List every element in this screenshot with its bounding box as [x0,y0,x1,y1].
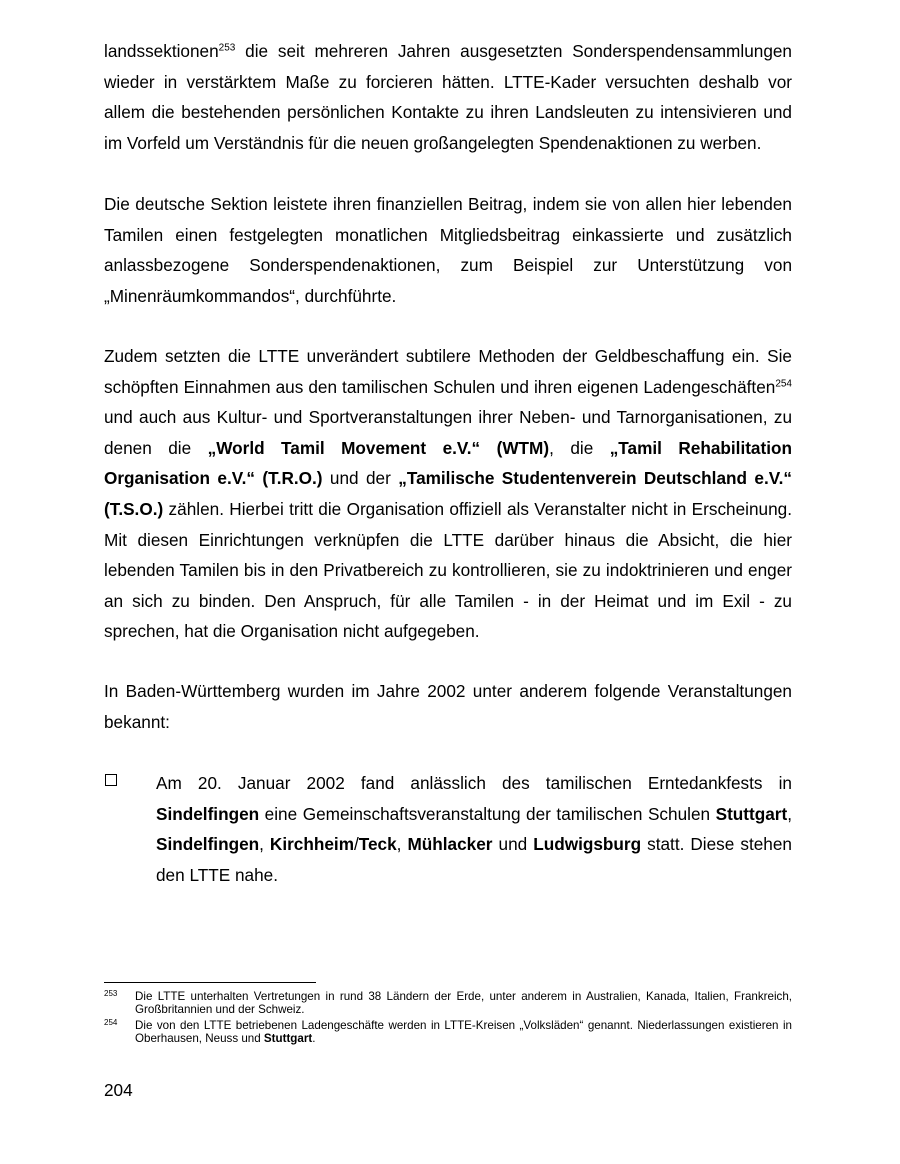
text-run: statt. Diese stehen den LTTE nahe. [156,834,792,885]
org-name-wtm: „World Tamil Movement e.V.“ (WTM) [207,437,550,458]
footnote-number: 254 [104,1018,118,1027]
org-name-tro: „Tamil Rehabilitation Organisation e.V.“ (T.R.O.) [104,437,792,489]
text-run: , [787,803,792,824]
city-name: Stuttgart [715,803,788,824]
text-run: Die von den LTTE betriebenen Ladengeschäfte werden in LTTE-Kreisen „Volksläden“ genannt. Niederlassungen existieren in Oberhausen, Neuss und [135,1019,792,1046]
text-run: Am 20. Januar 2002 fand anlässlich des tamilischen Erntedankfests in [156,773,792,793]
page-number: 204 [104,1080,133,1100]
text-run: landssektionen [104,41,219,61]
text-run: und der [322,468,399,489]
text-run: . [312,1032,316,1046]
text-run: und auch aus Kultur- und Sportveranstaltungen ihrer Neben- und Tarnorganisationen, zu denen die [104,407,792,458]
text-run: / [353,834,359,855]
city-name: Mühlacker [407,834,493,855]
footnote-divider [104,982,316,983]
city-name: Stuttgart [263,1032,313,1046]
list-item-text [156,768,792,890]
text-run: zählen. Hierbei tritt die Organisation offiziell als Veranstalter nicht in Erscheinung. Mit diesen Einrichtungen verknüpfen die LTTE darüber hinaus die Absicht, die hier lebenden Tamilen bis in den Privatbereich zu kontrollieren, sie zu indoktrinieren und enger an sich zu binden. Den Anspruch, für alle Tamilen - in der Heimat und im Exil - zu sprechen, hat die Organisation nicht aufgegeben. [104,498,792,642]
text-run: die seit mehreren Jahren ausgesetzten Sonderspendensammlungen wieder in verstärktem Maße zu forcieren hätten. LTTE-Kader versuchten deshalb vor allem die bestehenden persönlichen Kontakte zu ihren Landsleuten zu intensivieren und im Vorfeld um Verständnis für die neuen großangelegten Spendenaktionen zu werben. [104,41,792,153]
footnote-number: 253 [104,989,118,998]
footnote-text: Die LTTE unterhalten Vertretungen in rund 38 Ländern der Erde, unter anderem in Australien, Kanada, Italien, Frankreich, Großbritannien und der Schweiz. [135,990,792,1017]
city-name: Sindelfingen [156,803,260,824]
text-run: , [259,834,270,855]
city-name: Kirchheim [269,834,354,855]
footnote-ref-253[interactable]: 253 [218,42,236,54]
text-run: Zudem setzten die LTTE unverändert subtilere Methoden der Geldbeschaffung ein. Sie schöpften Einnahmen aus den tamilischen Schulen und ihren eigenen Ladengeschäften [104,346,792,397]
footnote-254 [104,1019,792,1046]
paragraph-2: Die deutsche Sektion leistete ihren finanziellen Beitrag, indem sie von allen hier lebenden Tamilen einen festgelegten monatlichen Mitgliedsbeitrag einkassierte und zusätzlich anlassbezogene Sonderspendenaktionen, zum Beispiel zur Unterstützung von „Minenräumkommandos“, durchführte. [104,194,792,306]
paragraph-4: In Baden-Württemberg wurden im Jahre 2002 unter anderem folgende Veranstaltungen bekannt: [104,681,792,732]
paragraph-1 [104,36,792,158]
footnote-ref-254[interactable]: 254 [775,377,792,389]
text-run: und [492,834,534,855]
org-name-tso: „Tamilische Studentenverein Deutschland e.V.“ (T.S.O.) [104,468,792,519]
footnote-text [135,1019,792,1046]
text-run: , [396,834,408,855]
city-name: Teck [358,834,397,855]
city-name: Ludwigsburg [533,834,642,855]
city-name: Sindelfingen [156,834,260,855]
checkbox-bullet-icon [105,774,117,786]
text-run: eine Gemeinschaftsveranstaltung der tamilischen Schulen [259,803,716,824]
text-run: , die [549,437,610,458]
paragraph-3 [104,341,792,647]
footnote-253 [104,990,792,1017]
